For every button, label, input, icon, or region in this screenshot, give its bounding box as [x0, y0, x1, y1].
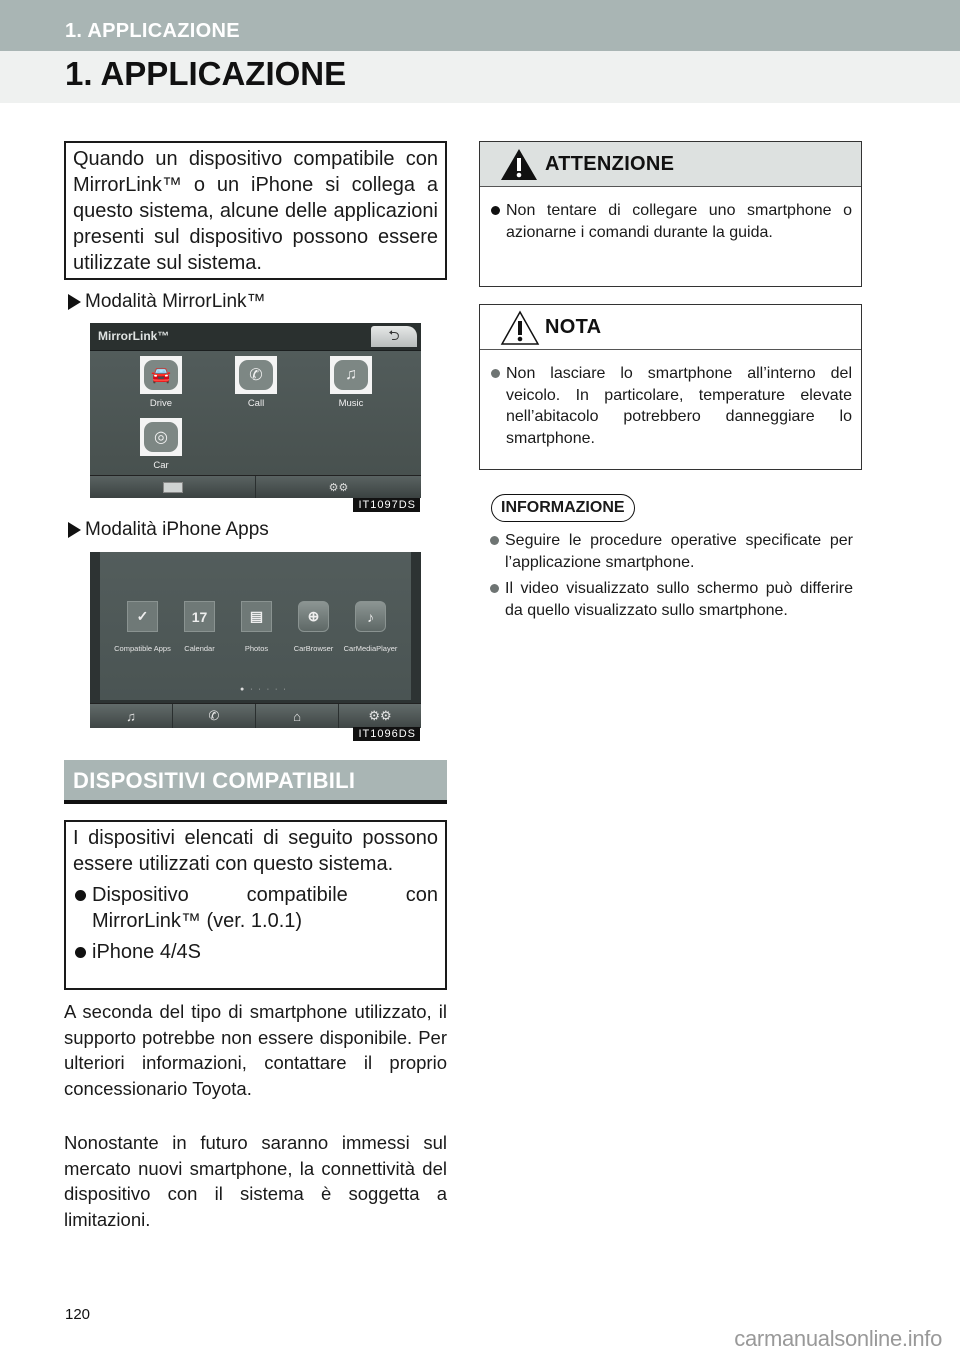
calendar-icon: 17 — [184, 601, 215, 632]
attenzione-header — [480, 142, 861, 187]
informazione-label: INFORMAZIONE — [491, 494, 635, 522]
attenzione-box — [479, 141, 862, 287]
photos-icon: ▤ — [241, 601, 272, 632]
mirrorlink-mode-label: Modalità MirrorLink™ — [85, 291, 266, 312]
app-label: Music — [338, 398, 364, 409]
app-compatible-apps[interactable] — [114, 601, 171, 654]
iphone-screen-footer — [90, 703, 421, 728]
list-item: Dispositivo compatibile con MirrorLink™ (ver. 1.0.1) — [73, 882, 438, 934]
triangle-bullet-icon — [68, 294, 81, 310]
settings-gears-icon: ⚙⚙ — [368, 708, 392, 723]
list-item: Seguire le procedure operative specificate per l’applicazione smartphone. — [488, 530, 853, 573]
warning-outline-icon — [500, 310, 540, 346]
list-item: iPhone 4/4S — [73, 939, 438, 965]
mirrorlink-screen-title: MirrorLink™ — [98, 329, 170, 343]
iphone-apps-screen — [90, 552, 421, 728]
breadcrumb: 1. APPLICAZIONE — [65, 20, 240, 42]
warning-filled-icon — [500, 147, 538, 181]
list-item: Il video visualizzato sullo schermo può differire da quello visualizzato sullo smartphone. — [488, 578, 853, 621]
settings-button[interactable] — [338, 704, 421, 728]
app-label: Call — [247, 398, 265, 409]
music-note-icon: ♫ — [126, 708, 136, 724]
app-label: Photos — [244, 644, 269, 653]
home-icon: ⌂ — [293, 708, 301, 724]
intro-text: Quando un dispositivo compatibile con MirrorLink™ o un iPhone si collega a questo sistema, alcune delle applicazioni presenti sul dispositivo possono essere utilizzate sul sistema. — [73, 148, 438, 274]
app-calendar[interactable] — [184, 601, 215, 654]
mirrorlink-screen — [90, 323, 421, 498]
app-music[interactable] — [330, 356, 372, 409]
settings-gears-icon: ⚙⚙ — [328, 481, 349, 494]
home-button[interactable] — [255, 704, 338, 728]
steering-wheel-icon: ◎ — [144, 422, 178, 452]
compatible-devices-box — [64, 820, 447, 990]
informazione-list — [488, 530, 853, 626]
mirrorlink-screen-footer — [90, 475, 421, 498]
app-label: Compatible Apps — [114, 644, 171, 653]
page-indicator: ● · · · · · — [240, 686, 288, 693]
app-drive[interactable] — [140, 356, 182, 409]
compatible-devices-intro: I dispositivi elencati di seguito possono essere utilizzati con questo sistema. — [73, 827, 438, 875]
app-label: CarMediaPlayer — [343, 644, 398, 653]
car-icon: 🚘 — [144, 360, 178, 390]
iphone-mode-heading — [68, 519, 269, 541]
app-photos[interactable] — [241, 601, 272, 654]
section-header-band — [0, 0, 960, 51]
app-label: Calendar — [184, 644, 215, 653]
image-code: IT1097DS — [353, 498, 420, 512]
triangle-bullet-icon — [68, 522, 81, 538]
page-title: 1. APPLICAZIONE — [65, 55, 347, 92]
attenzione-label: ATTENZIONE — [545, 153, 675, 175]
intro-box — [64, 141, 447, 280]
nota-box — [479, 304, 862, 470]
screen-mode-button[interactable] — [90, 476, 255, 498]
title-band — [0, 51, 960, 103]
music-note-icon: ♫ — [334, 360, 368, 390]
list-item: Non tentare di collegare uno smartphone o azionarne i comandi durante la guida. — [489, 200, 852, 243]
watermark: carmanualsonline.info — [734, 1326, 942, 1351]
app-carmediaplayer[interactable] — [343, 601, 398, 654]
page-number: 120 — [65, 1306, 91, 1323]
back-arrow-icon: ⮌ — [388, 326, 400, 343]
nota-label: NOTA — [545, 316, 602, 338]
app-label: CarBrowser — [293, 644, 334, 653]
music-button[interactable] — [90, 704, 172, 728]
image-code: IT1096DS — [353, 727, 420, 741]
mirrorlink-mode-heading — [68, 291, 266, 313]
settings-button[interactable] — [255, 476, 421, 498]
nota-header — [480, 305, 861, 350]
globe-icon: ⊕ — [298, 601, 329, 632]
app-label: Drive — [149, 398, 173, 409]
screen-icon — [163, 482, 183, 493]
phone-button[interactable] — [172, 704, 255, 728]
media-player-icon: ♪ — [355, 601, 386, 632]
section-heading — [64, 760, 447, 804]
app-call[interactable] — [235, 356, 277, 409]
section-heading-text: DISPOSITIVI COMPATIBILI — [73, 768, 356, 793]
back-button[interactable] — [371, 326, 417, 347]
checkmark-icon: ✓ — [127, 601, 158, 632]
iphone-mode-label: Modalità iPhone Apps — [85, 519, 269, 540]
list-item: Non lasciare lo smartphone all’interno del veicolo. In particolare, temperature elevate nell’abitacolo potrebbero danneggiare lo smartphone. — [489, 363, 852, 449]
app-carbrowser[interactable] — [293, 601, 334, 654]
app-label: Car — [153, 460, 169, 471]
body-paragraph: A seconda del tipo di smartphone utilizzato, il supporto potrebbe non essere disponibile. Per ulteriori informazioni, contattare il proprio concessionario Toyota. — [64, 1001, 447, 1099]
phone-icon: ✆ — [208, 708, 220, 723]
phone-icon: ✆ — [239, 360, 273, 390]
app-car[interactable] — [140, 418, 182, 471]
body-paragraph: Nonostante in futuro saranno immessi sul mercato nuovi smartphone, la connettività del dispositivo con il sistema è soggetta a limitazioni. — [64, 1132, 447, 1230]
mirrorlink-screen-header — [90, 323, 421, 351]
